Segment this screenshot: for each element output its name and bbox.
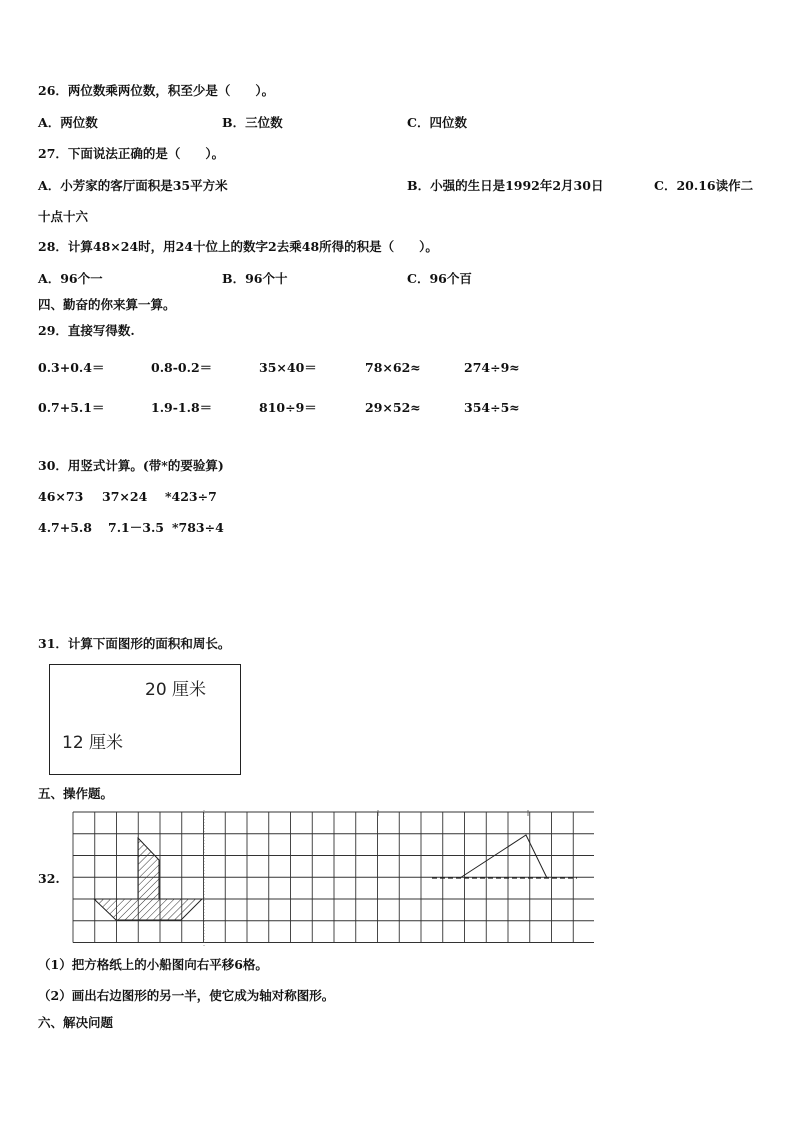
q26-option-c: C．四位数	[407, 115, 467, 130]
q29-item: 0.7+5.1＝	[38, 400, 105, 415]
section-4-heading: 四、勤奋的你来算一算。	[38, 297, 176, 312]
q29-item: 78×62≈	[365, 360, 421, 375]
q28-stem: 28．计算48×24时，用24十位上的数字2去乘48所得的积是（ ）。	[38, 239, 438, 254]
q26-option-b: B．三位数	[222, 115, 283, 130]
q31-stem: 31．计算下面图形的面积和周长。	[38, 636, 231, 651]
q27-option-c: C．20.16读作二	[654, 178, 754, 193]
q32-sub2: （2）画出右边图形的另一半，使它成为轴对称图形。	[38, 988, 335, 1003]
section-6-heading: 六、解决问题	[38, 1015, 114, 1030]
q29-item: 0.8-0.2＝	[151, 360, 213, 375]
q29-item: 35×40＝	[259, 360, 317, 375]
q29-item: 29×52≈	[365, 400, 421, 415]
section-5-heading: 五、操作题。	[38, 786, 114, 801]
q27-option-c-wrap: 十点十六	[38, 209, 89, 224]
q27-stem: 27．下面说法正确的是（ ）。	[38, 146, 225, 161]
rectangle-height-label: 12 厘米	[62, 733, 124, 753]
rectangle-figure	[49, 664, 241, 775]
q28-option-a: A．96个一	[38, 271, 103, 286]
boat-shape	[94, 838, 202, 920]
q32-number: 32.	[38, 871, 60, 886]
q29-item: 1.9-1.8＝	[151, 400, 213, 415]
q30-item: 37×24	[102, 489, 148, 504]
q27-option-b: B．小强的生日是1992年2月30日	[407, 178, 604, 193]
q30-stem: 30．用竖式计算。(带*的要验算)	[38, 458, 224, 473]
q29-item: 0.3+0.4＝	[38, 360, 105, 375]
q26-stem: 26．两位数乘两位数，积至少是（ ）。	[38, 83, 275, 98]
q27-option-a: A．小芳家的客厅面积是35平方米	[38, 178, 228, 193]
q29-item: 810÷9＝	[259, 400, 317, 415]
q29-item: 354÷5≈	[464, 400, 520, 415]
q30-item: *783÷4	[172, 520, 224, 535]
q28-option-b: B．96个十	[222, 271, 288, 286]
rectangle-width-label: 20 厘米	[145, 680, 207, 700]
q29-item: 274÷9≈	[464, 360, 520, 375]
half-triangle-shape	[460, 835, 547, 878]
q30-item: 46×73	[38, 489, 84, 504]
q26-option-a: A．两位数	[38, 115, 98, 130]
q30-item: 4.7+5.8	[38, 520, 92, 535]
q30-item: *423÷7	[165, 489, 217, 504]
grid-paper	[72, 810, 594, 946]
q29-stem: 29．直接写得数.	[38, 323, 135, 338]
q32-sub1: （1）把方格纸上的小船图向右平移6格。	[38, 957, 268, 972]
q28-option-c: C．96个百	[407, 271, 472, 286]
q30-item: 7.1－3.5	[108, 520, 164, 535]
